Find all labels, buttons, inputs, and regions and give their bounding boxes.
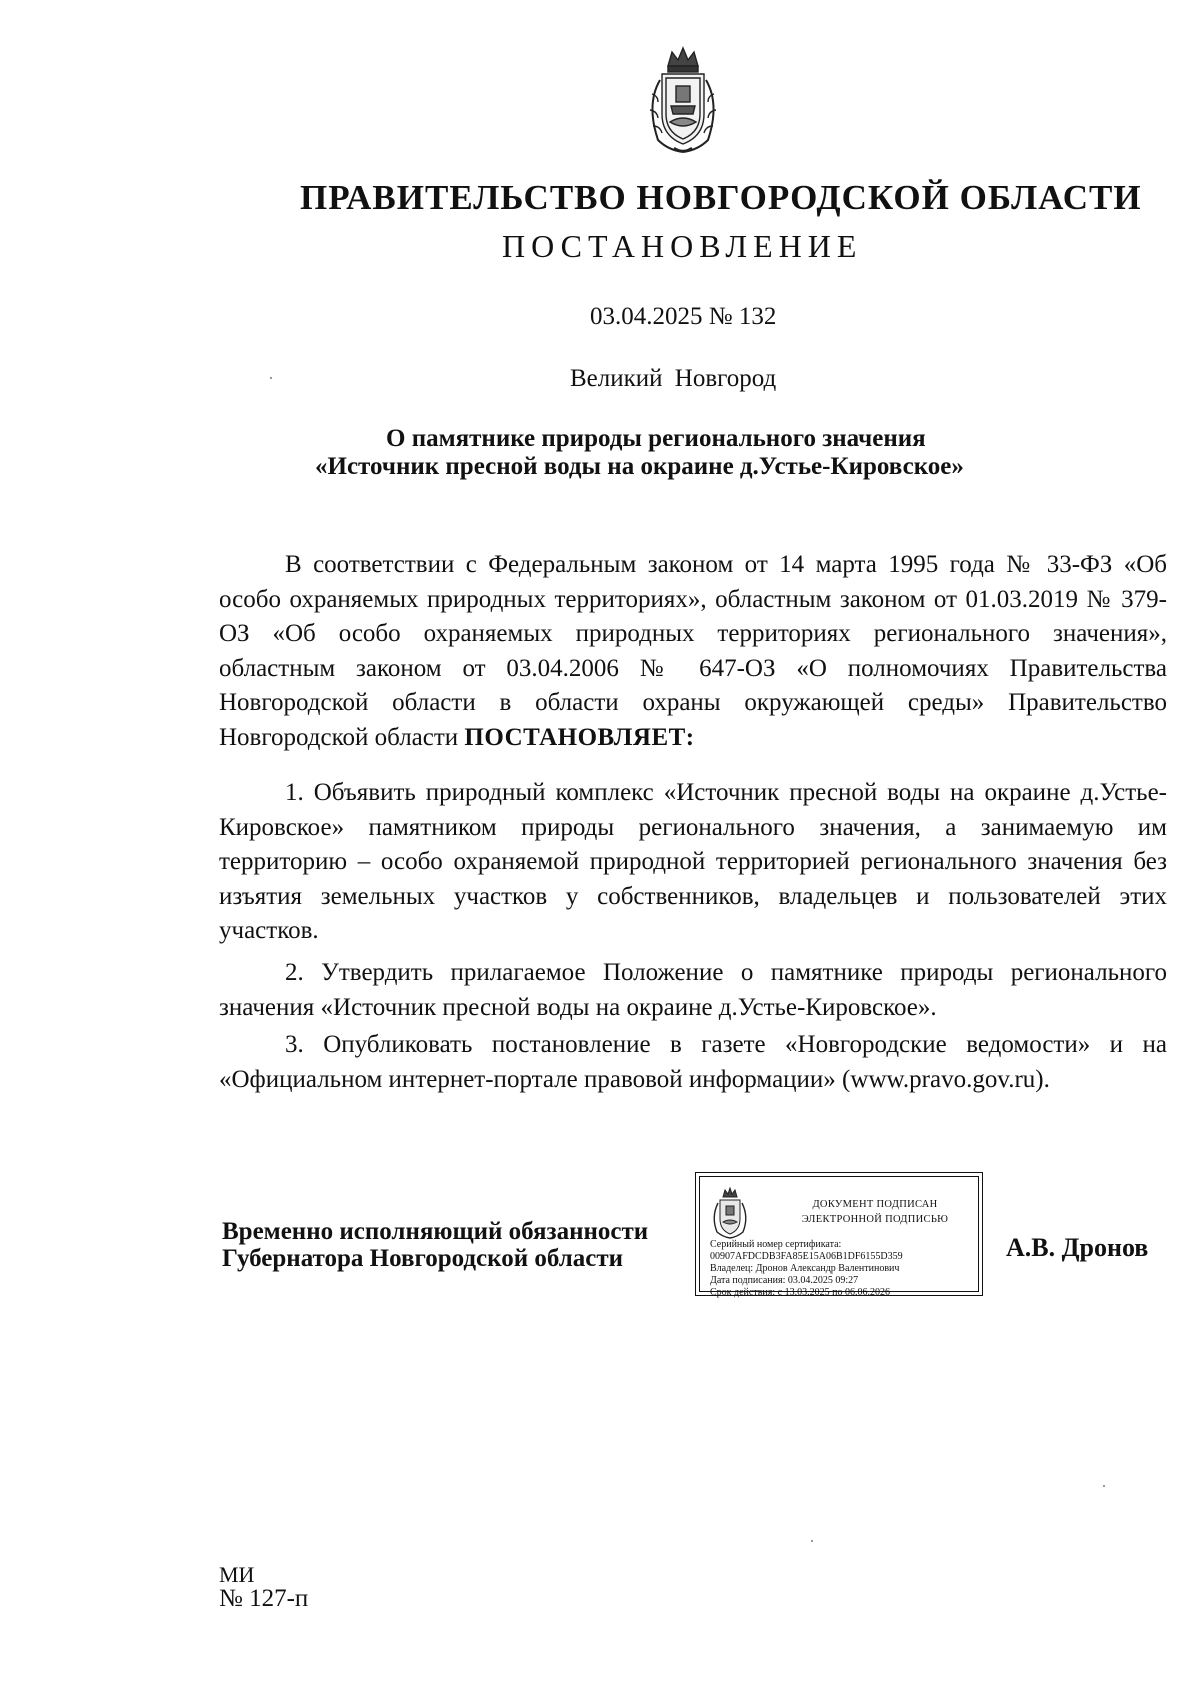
preamble-text: В соответствии с Федеральным законом от 14 марта 1995 года № 33-ФЗ «Об особо охраняемых природных территориях», областным законом от 01.03.2019 № 379-ОЗ «Об особо охраняемых природных территориях регионального значения», областным законом от 03.04.2006 № 647-ОЗ «О полномочиях Правительства Новгородской области в области охраны окружающей среды» Правительство Новгородской области <box>219 551 1167 751</box>
document-title-line-1: О памятнике природы регионального значения <box>386 425 926 452</box>
signer-position <box>222 1218 648 1272</box>
stamp-inner-frame <box>699 1176 979 1298</box>
resolve-keyword: ПОСТАНОВЛЯЕТ: <box>464 723 695 751</box>
scan-speck <box>811 1540 813 1542</box>
organization-name: ПРАВИТЕЛЬСТВО НОВГОРОДСКОЙ ОБЛАСТИ <box>300 178 1142 217</box>
resolution-item-1: 1. Объявить природный комплекс «Источник пресной воды на окраине д.Устье-Кировское» памятником природы регионального значения, а занимаемую им территорию – особо охраняемой природной территорией регионального значения без изъятия земельных участков у собственников, владельцев и пользователей этих участков. <box>219 779 1167 944</box>
stamp-coat-of-arms-icon <box>708 1187 752 1239</box>
registration-number: № 127-п <box>219 1585 309 1612</box>
resolution-item-2: 2. Утвердить прилагаемое Положение о памятнике природы регионального значения «Источник пресной воды на окраине д.Устье-Кировское». <box>219 959 1167 1021</box>
stamp-sign-date: Дата подписания: 03.04.2025 09:27 <box>710 1275 859 1286</box>
scan-speck <box>270 377 272 379</box>
registration-code: МИ <box>219 1562 255 1587</box>
stamp-cert-number: 00907AFDCDB3FA85E15A06B1DF6155D359 <box>710 1251 903 1262</box>
electronic-signature-stamp <box>695 1172 983 1296</box>
coat-of-arms-icon <box>638 44 728 156</box>
scan-speck <box>1103 1485 1105 1487</box>
resolution-item-3: 3. Опубликовать постановление в газете «Новгородские ведомости» и на «Официальном интернет-портале правовой информации» (www.pravo.gov.ru). <box>219 1031 1167 1093</box>
preamble-paragraph <box>219 548 1167 755</box>
document-date-number: 03.04.2025 № 132 <box>590 303 777 330</box>
document-type: ПОСТАНОВЛЕНИЕ <box>502 228 863 264</box>
signer-position-line-2: Губернатора Новгородской области <box>222 1245 624 1272</box>
stamp-heading-line-2: ЭЛЕКТРОННОЙ ПОДПИСЬЮ <box>801 1214 949 1225</box>
document-place: Великий Новгород <box>570 365 777 392</box>
document-title-line-2: «Источник пресной воды на окраине д.Устье-Кировское» <box>315 453 964 480</box>
stamp-owner: Владелец: Дронов Александр Валентинович <box>710 1263 900 1274</box>
signer-name: А.В. Дронов <box>1006 1233 1149 1262</box>
stamp-heading-line-1: ДОКУМЕНТ ПОДПИСАН <box>812 1199 938 1210</box>
stamp-validity: Срок действия: с 13.03.2025 по 06.06.2026 <box>710 1287 890 1298</box>
signer-position-line-1: Временно исполняющий обязанности <box>222 1218 649 1245</box>
stamp-cert-label: Серийный номер сертификата: <box>710 1239 842 1250</box>
